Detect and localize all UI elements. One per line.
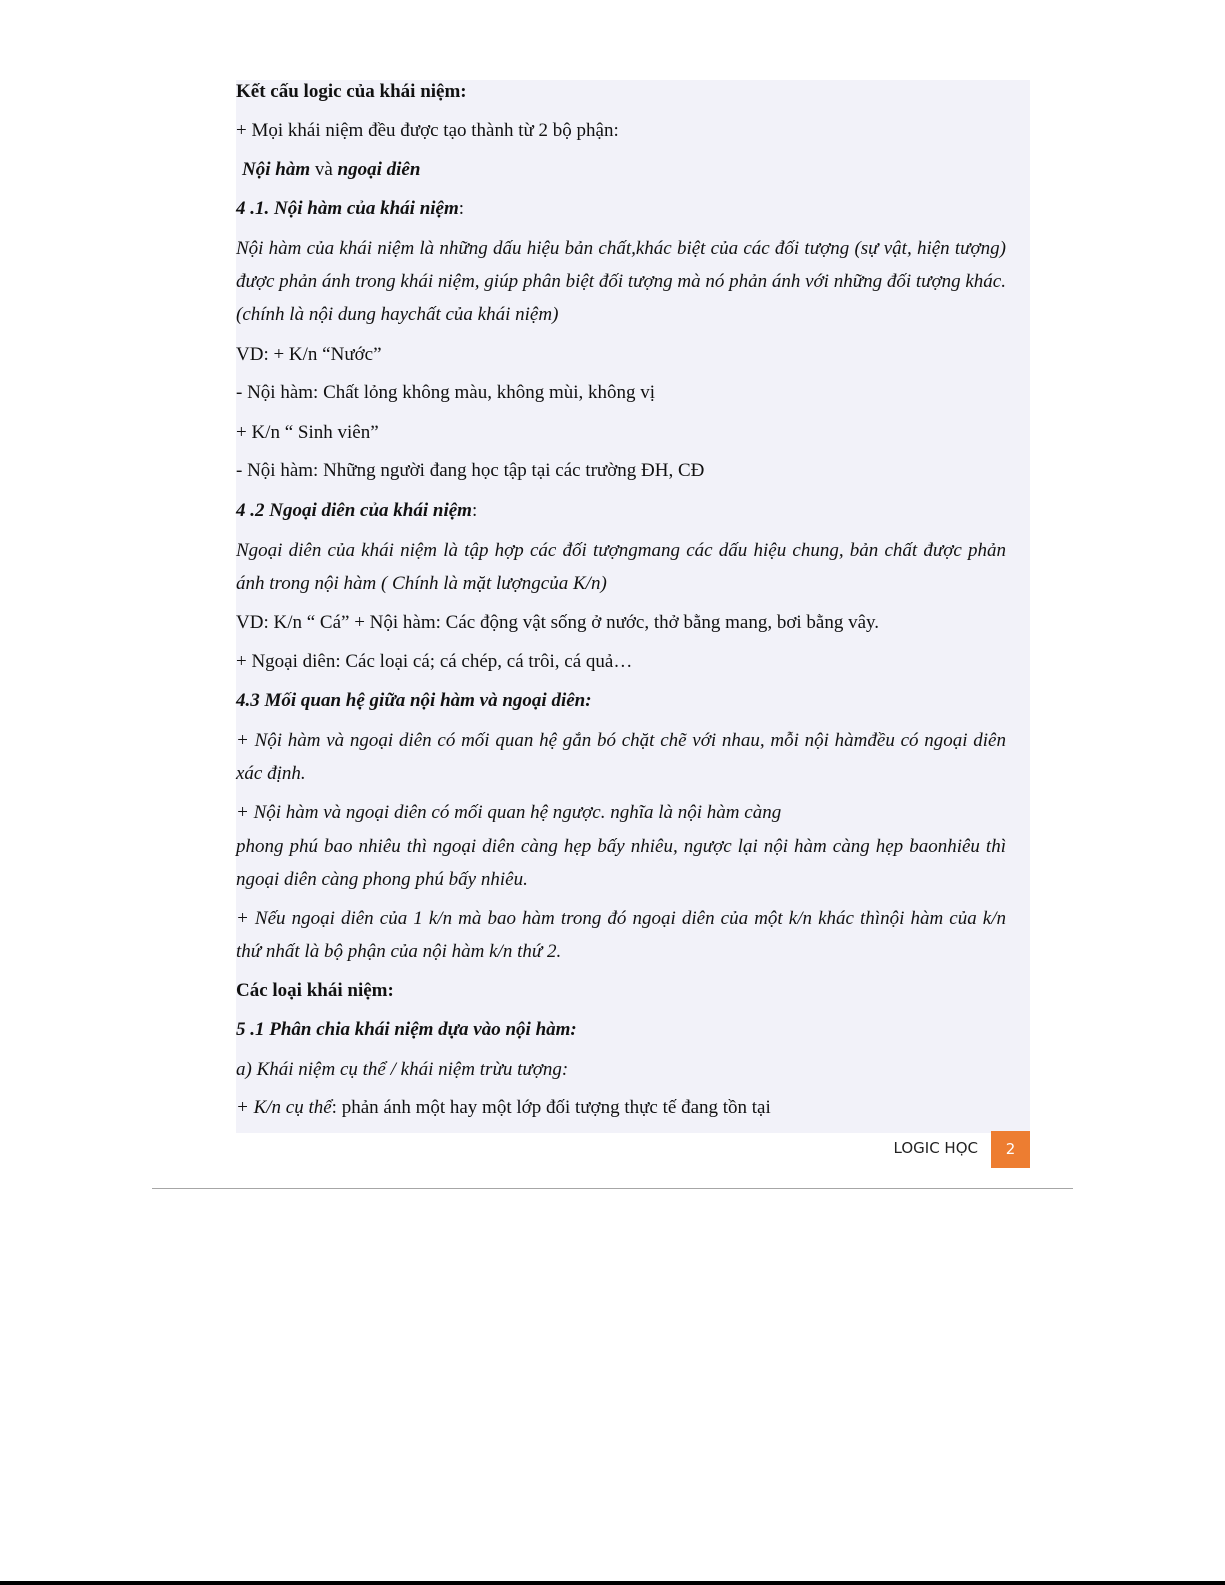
colon: : xyxy=(471,500,478,521)
paragraph: Ngoại diên của khái niệm là tập hợp các đối tượngmang các dấu hiệu chung, bản chất được phản ánh trong nội hàm ( Chính là mặt lượngcủa K/n) xyxy=(236,540,1006,594)
text-line: + Mọi khái niệm đều được tạo thành từ 2 bộ phận: xyxy=(236,120,619,141)
paragraph: phong phú bao nhiêu thì ngoại diên càng hẹp bấy nhiêu, ngược lại nội hàm càng hẹp baonhiêu thì ngoại diên càng phong phú bấy nhiêu. xyxy=(236,836,1006,890)
term-ngoai-dien: ngoại diên xyxy=(337,159,421,180)
heading-concept-types: Các loại khái niệm: xyxy=(236,980,394,1001)
document-content xyxy=(236,80,1030,1133)
definition-text: : phản ánh một hay một lớp đối tượng thực tế đang tồn tại xyxy=(331,1097,771,1118)
text-line: VD: + K/n “Nước” xyxy=(236,344,382,365)
heading-concept-structure: Kết cấu logic của khái niệm: xyxy=(236,81,467,102)
text-line: - Nội hàm: Chất lỏng không màu, không mùi, không vị xyxy=(236,382,656,403)
section-heading xyxy=(236,198,464,220)
colon: : xyxy=(458,198,465,219)
text-line: + K/n “ Sinh viên” xyxy=(236,422,379,443)
text-line: VD: K/n “ Cá” + Nội hàm: Các động vật sống ở nước, thở bằng mang, bơi bằng vây. xyxy=(236,612,880,633)
section-heading-text: 4 .1. Nội hàm của khái niệm xyxy=(236,198,459,219)
paragraph: + Nếu ngoại diên của 1 k/n mà bao hàm trong đó ngoại diên của một k/n khác thìnội hàm của k/n thứ nhất là bộ phận của nội hàm k/n thứ 2. xyxy=(236,908,1006,962)
section-heading: 4.3 Mối quan hệ giữa nội hàm và ngoại diên: xyxy=(236,690,592,711)
page-number-badge: 2 xyxy=(991,1131,1030,1168)
section-heading: 5 .1 Phân chia khái niệm dựa vào nội hàm: xyxy=(236,1019,577,1040)
paragraph: Nội hàm của khái niệm là những dấu hiệu bản chất,khác biệt của các đối tượng (sự vật, hiện tượng) được phản ánh trong khái niệm, giúp phân biệt đối tượng mà nó phản ánh với những đối tượng khác. (chính là nội dung haychất của khái niệm) xyxy=(236,238,1006,325)
text-line: + Nội hàm và ngoại diên có mối quan hệ ngược. nghĩa là nội hàm càng xyxy=(236,802,782,823)
text-line: + Ngoại diên: Các loại cá; cá chép, cá trôi, cá quả… xyxy=(236,651,633,672)
section-heading xyxy=(236,500,477,522)
paragraph: + Nội hàm và ngoại diên có mối quan hệ gắn bó chặt chẽ với nhau, mỗi nội hàmđều có ngoại diên xác định. xyxy=(236,730,1006,784)
term-kn-cu-the: + K/n cụ thể xyxy=(236,1097,332,1118)
conjunction: và xyxy=(310,159,338,180)
bottom-edge-bar xyxy=(0,1581,1225,1585)
section-heading-text: 4 .2 Ngoại diên của khái niệm xyxy=(236,500,472,521)
page-divider xyxy=(152,1188,1073,1189)
term-noi-ham: Nội hàm xyxy=(242,159,311,180)
footer-title: LOGIC HỌC xyxy=(893,1139,978,1157)
text-line: - Nội hàm: Những người đang học tập tại các trường ĐH, CĐ xyxy=(236,460,705,481)
text-line xyxy=(242,159,420,181)
subsection-heading: a) Khái niệm cụ thể / khái niệm trừu tượng: xyxy=(236,1059,569,1080)
text-line xyxy=(236,1097,771,1119)
